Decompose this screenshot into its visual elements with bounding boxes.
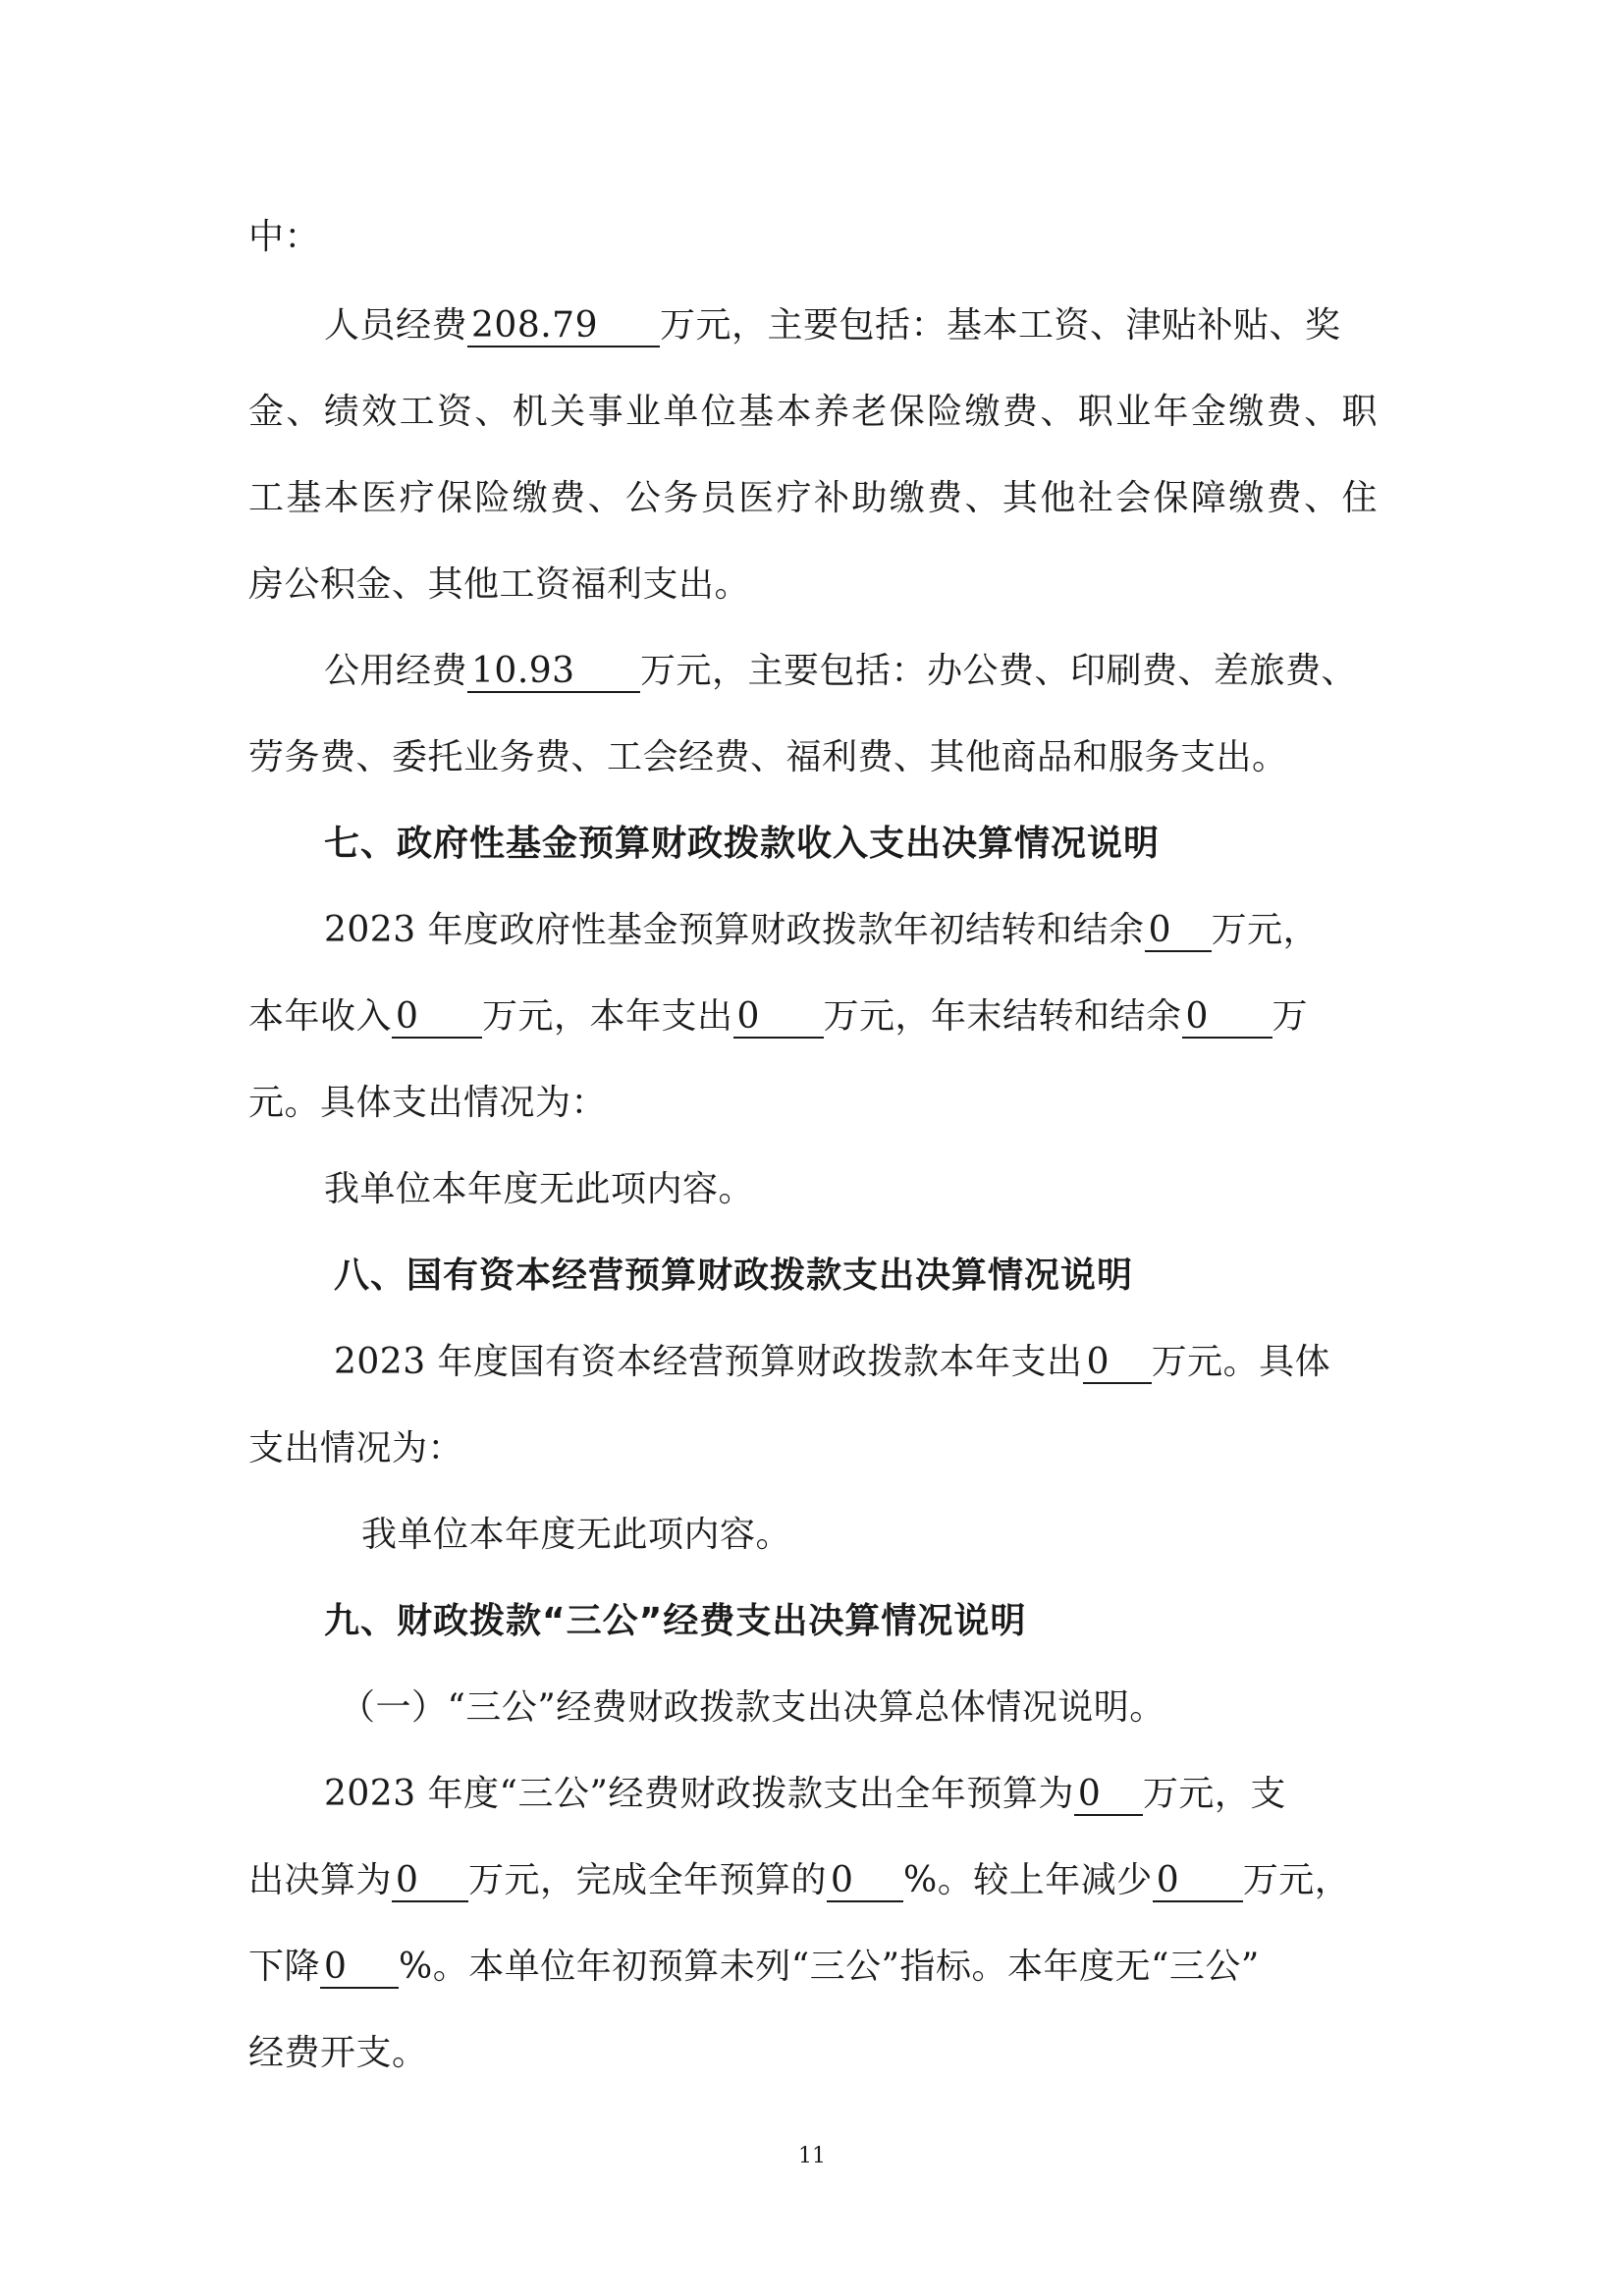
line-text: 2023 年度政府性基金预算财政拨款年初结转和结余 — [324, 910, 1145, 950]
three-public-actual-value: 0 — [392, 1861, 468, 1902]
line-text: 房公积金、其他工资福利支出。 — [248, 564, 751, 605]
line-text: 万元， — [1211, 910, 1320, 950]
line-text: 本年收入 — [248, 996, 393, 1037]
line-text: 中： — [248, 217, 321, 257]
three-public-budget-line — [324, 1765, 1377, 1824]
line-text: 我单位本年度无此项内容。 — [361, 1515, 792, 1555]
line-text: %。本单位年初预算未列“三公”指标。本年度无“三公” — [399, 1947, 1260, 1987]
line-text: 万元。具体 — [1151, 1342, 1331, 1382]
line-text: 2023 年度“三公”经费财政拨款支出全年预算为 — [324, 1774, 1074, 1814]
line-text: 万 — [1272, 996, 1309, 1037]
line-text: 人员经费 — [324, 305, 468, 346]
line-text: 公用经费 — [324, 651, 468, 691]
paragraph-line — [248, 383, 1378, 442]
gov-fund-income-expense-line — [248, 988, 1378, 1046]
state-capital-expense-line — [334, 1333, 1377, 1392]
line-text: 万元，完成全年预算的 — [468, 1860, 828, 1900]
subsection-heading — [340, 1679, 1165, 1737]
line-text: 我单位本年度无此项内容。 — [324, 1169, 755, 1209]
gov-fund-expense-value: 0 — [733, 997, 824, 1039]
paragraph-line — [248, 469, 1378, 528]
paragraph-line — [361, 1506, 791, 1565]
section-heading-9 — [324, 1592, 1026, 1651]
three-public-actual-line — [248, 1851, 1378, 1910]
paragraph-line — [248, 1419, 463, 1478]
three-public-decline-value: 0 — [320, 1948, 399, 1989]
personnel-expense-line — [324, 296, 1377, 355]
line-text: 劳务费、委托业务费、工会经费、福利费、其他商品和服务支出。 — [248, 737, 1288, 777]
state-capital-expense-value: 0 — [1083, 1343, 1152, 1384]
line-text: 万元，主要包括：基本工资、津贴补贴、奖 — [660, 305, 1341, 346]
paragraph-line — [324, 1160, 754, 1219]
line-text: 万元，主要包括：办公费、印刷费、差旅费、 — [640, 651, 1358, 691]
section-heading-7 — [324, 815, 1160, 874]
three-public-decline-line — [248, 1938, 1378, 1997]
line-text: 支出情况为： — [248, 1428, 464, 1468]
line-text: 2023 年度国有资本经营预算财政拨款本年支出 — [334, 1342, 1083, 1382]
line-text: 万元，年末结转和结余 — [823, 996, 1182, 1037]
public-expense-value: 10.93 — [467, 652, 640, 693]
section-heading-8 — [334, 1247, 1133, 1306]
gov-fund-carryover-line — [324, 901, 1377, 960]
paragraph-line — [248, 728, 1288, 787]
gov-fund-carryover-value: 0 — [1145, 911, 1212, 952]
paragraph-line — [248, 1074, 607, 1133]
personnel-expense-value: 208.79 — [467, 306, 660, 347]
line-text: （一）“三公”经费财政拨款支出决算总体情况说明。 — [340, 1687, 1165, 1728]
line-text: 万元，支 — [1142, 1774, 1286, 1814]
public-expense-line — [324, 642, 1377, 701]
heading-text: 九、财政拨款“三公”经费支出决算情况说明 — [324, 1601, 1027, 1641]
line-text: 金、绩效工资、机关事业单位基本养老保险缴费、职业年金缴费、职 — [248, 392, 1378, 432]
line-text: 万元，本年支出 — [482, 996, 733, 1037]
three-public-completion-value: 0 — [827, 1861, 903, 1902]
paragraph-line — [248, 208, 320, 267]
line-text: 工基本医疗保险缴费、公务员医疗补助缴费、其他社会保障缴费、住 — [248, 478, 1378, 518]
gov-fund-income-value: 0 — [392, 997, 482, 1039]
page-number: 11 — [798, 2144, 826, 2168]
line-text: %。较上年减少 — [903, 1860, 1153, 1900]
line-text: 万元， — [1242, 1860, 1351, 1900]
gov-fund-ending-value: 0 — [1182, 997, 1272, 1039]
three-public-budget-value: 0 — [1074, 1775, 1143, 1816]
paragraph-line — [248, 2024, 428, 2083]
three-public-decrease-value: 0 — [1153, 1861, 1243, 1902]
heading-text: 八、国有资本经营预算财政拨款支出决算情况说明 — [334, 1255, 1134, 1296]
heading-text: 七、政府性基金预算财政拨款收入支出决算情况说明 — [324, 824, 1161, 864]
paragraph-line — [248, 556, 750, 614]
line-text: 出决算为 — [248, 1860, 393, 1900]
line-text: 元。具体支出情况为： — [248, 1083, 608, 1123]
line-text: 下降 — [248, 1947, 321, 1987]
line-text: 经费开支。 — [248, 2033, 428, 2073]
